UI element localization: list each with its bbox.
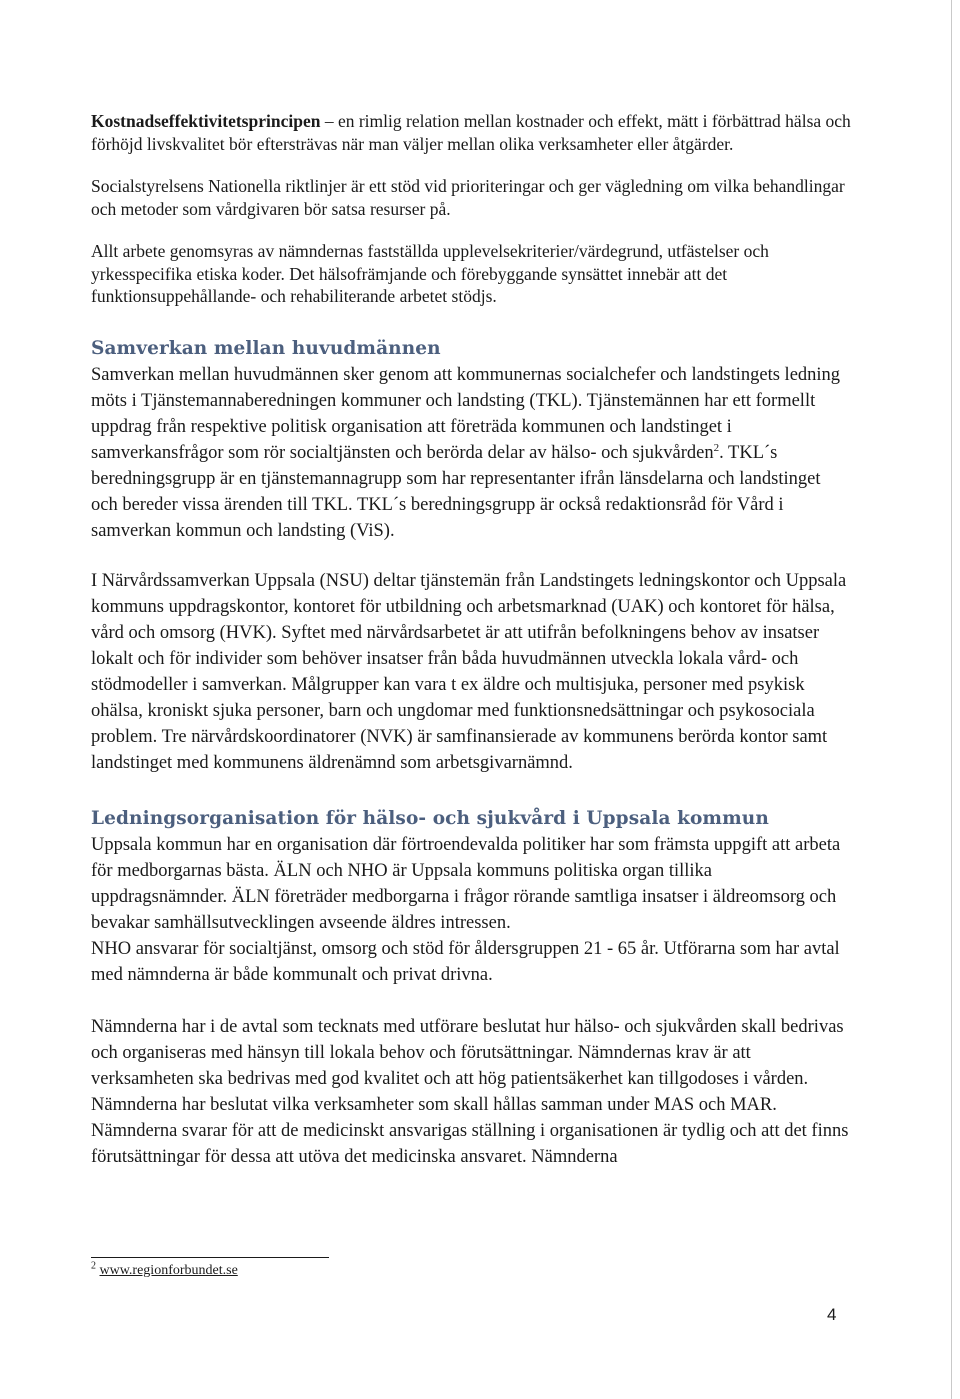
paragraph-tkl-text-b: . TKL´s beredningsgrupp är en tjänstemannagrupp som har representanter ifrån länsdelarna och landstinget och bereder vissa ärenden till TKL. TKL´s beredningsgrupp är också redaktionsråd för Vård i samverkan kommun och landsting (ViS). <box>91 442 821 541</box>
heading-collaboration: Samverkan mellan huvudmännen <box>91 337 441 359</box>
footnote <box>91 1262 238 1280</box>
page-number: 4 <box>827 1305 837 1324</box>
term-cost-efficiency: Kostnadseffektivitetsprincipen <box>91 111 321 131</box>
paragraph-committees: Nämnderna har i de avtal som tecknats med utförare beslutat hur hälso- och sjukvården skall bedrivas och organiseras med hänsyn till lokala behov och förutsättningar. Nämndernas krav är att verksamheten ska bedrivas med god kvalitet och att hög patientsäkerhet kan tillgodoses i vården. Nämnderna har beslutat vilka verksamheter som skall hållas samman under MAS och MAR. Nämnderna svarar för att de medicinskt ansvarigas ställning i organisationen är tydlig och att det finns förutsättningar för dessa att utöva det medicinska ansvaret. Nämnderna <box>91 1016 849 1167</box>
paragraph-organisation: Uppsala kommun har en organisation där förtroendevalda politiker har som främsta uppgift att arbeta för medborgarnas bästa. ÄLN och NHO är Uppsala kommuns politiska organ tillika uppdragsnämnder. ÄLN företräder medborgarna i frågor rörande samtliga insatser i äldreomsorg och bevakar samhällsutvecklingen avseende äldres intressen. <box>91 834 841 933</box>
paragraph-tkl <box>91 362 851 544</box>
footnote-number: 2 <box>91 1260 96 1272</box>
paragraph-cost-efficiency <box>91 110 851 155</box>
paragraph-nsu: I Närvårdssamverkan Uppsala (NSU) deltar tjänstemän från Landstingets ledningskontor och Uppsala kommuns uppdragskontor, kontoret för utbildning och arbetsmarknad (UAK) och kontoret för hälsa, vård och omsorg (HVK). Syftet med närvårdsarbetet är att utifrån befolkningens behov av insatser lokalt och för individer som behöver insatser från båda huvudmännen utveckla lokala vård- och stödmodeller i samverkan. Målgrupper kan vara t ex äldre och multisjuka, personer med psykisk ohälsa, kroniskt sjuka personer, barn och ungdomar med funktionsnedsättningar och psykosociala problem. Tre närvårdskoordinatorer (NVK) är samfinansierade av kommunens berörda kontor samt landstinget med kommunens äldrenämnd som arbetsgivarnämnd. <box>91 570 847 773</box>
heading-management: Ledningsorganisation för hälso- och sjukvård i Uppsala kommun <box>91 807 769 829</box>
paragraph-cost-efficiency-text: – en rimlig relation mellan kostnader och effekt, mätt i förbättrad hälsa och förhöjd livskvalitet bör eftersträvas när man väljer mellan olika verksamheter eller åtgärder. <box>91 111 851 154</box>
paragraph-national-guidelines: Socialstyrelsens Nationella riktlinjer är ett stöd vid prioriteringar och ger vägledning om vilka behandlingar och metoder som vårdgivaren bör satsa resurser på. <box>91 176 845 219</box>
footnote-ref: 2 <box>713 441 720 454</box>
paragraph-nho: NHO ansvarar för socialtjänst, omsorg och stöd för åldersgruppen 21 - 65 år. Utförarna som har avtal med nämnderna är både kommunalt och privat drivna. <box>91 938 840 985</box>
footnote-link[interactable]: www.regionforbundet.se <box>99 1263 238 1278</box>
scan-edge-line <box>951 0 952 1399</box>
paragraph-values: Allt arbete genomsyras av nämndernas fastställda upplevelsekriterier/värdegrund, utfästelser och yrkesspecifika etiska koder. Det hälsofrämjande och förebyggande synsättet innebär att det funktionsuppehållande- och rehabiliterande arbetet stödjs. <box>91 241 769 306</box>
paragraph-tkl-text-a: Samverkan mellan huvudmännen sker genom att kommunernas socialchefer och landstingets ledning möts i Tjänstemannaberedningen kommuner och landsting (TKL). Tjänstemännen har ett formellt uppdrag från respektive politisk organisation att företräda kommunen och landstinget i samverkansfrågor som rör socialtjänsten och berörda delar av hälso- och sjukvården <box>91 364 841 463</box>
document-body <box>91 110 851 1170</box>
footnote-divider <box>91 1257 329 1258</box>
